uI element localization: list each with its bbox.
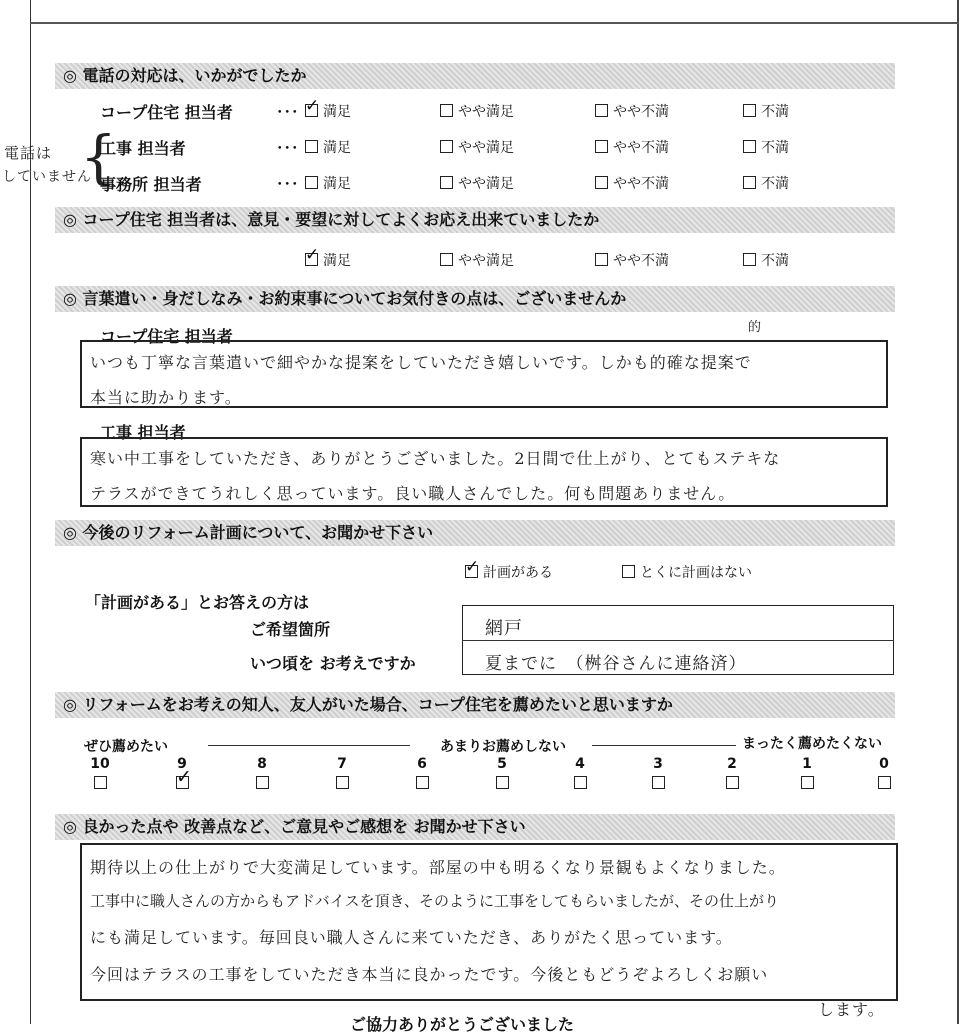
q5-checkbox-8[interactable] (256, 776, 269, 789)
checkbox-icon[interactable] (440, 140, 453, 153)
q5-checkbox-2[interactable] (726, 776, 739, 789)
q4-when-label: いつ頃を お考えですか (250, 654, 416, 673)
q1-row-koji-label: 工事 担当者 (100, 139, 186, 158)
checkbox-icon[interactable] (595, 104, 608, 117)
checkbox-icon[interactable] (305, 140, 318, 153)
q3-coop-line-1: いつも丁寧な言葉遣いで細やかな提案をしていただき嬉しいです。しかも的確な提案で (90, 353, 752, 372)
checkbox-icon[interactable] (743, 140, 756, 153)
q5-scale-num: 6 (417, 756, 427, 772)
q1-side-note-2: していません (2, 169, 92, 185)
checkbox-icon[interactable] (595, 140, 608, 153)
q6-line-5: します。 (818, 1000, 885, 1019)
q1-coop-opt-4[interactable]: 不満 (743, 101, 789, 121)
q4-if-yes-label: 「計画がある」とお答えの方は (85, 593, 310, 612)
q1-row-office-label: 事務所 担当者 (100, 175, 202, 194)
q1-office-opt-4[interactable]: 不満 (743, 173, 789, 193)
q1-office-opt-1[interactable]: 満足 (305, 173, 351, 193)
q4-heading: ◎ 今後のリフォーム計画について、お聞かせ下さい (55, 520, 895, 546)
q3-coop-note-small: 的 (748, 320, 763, 335)
q1-heading: ◎ 電話の対応は、いかがでしたか (55, 63, 895, 89)
q6-heading: ◎ 良かった点や 改善点など、ご意見やご感想を お聞かせ下さい (55, 814, 895, 840)
checkbox-checked-icon[interactable] (465, 565, 478, 578)
q1-coop-opt-1[interactable]: ✓ 満足 (305, 101, 351, 121)
q5-scale-num: 2 (727, 756, 737, 772)
q4-when-value: 夏までに （桝谷さんに連絡済） (485, 654, 747, 674)
q5-scale-num: 10 (90, 756, 110, 772)
q5-scale-num: 7 (337, 756, 347, 772)
q5-checkbox-9-checked[interactable] (176, 776, 189, 789)
q1-side-note-1: 電話は (4, 144, 53, 162)
q5-checkbox-4[interactable] (574, 776, 587, 789)
checkbox-checked-icon[interactable] (305, 104, 318, 117)
q5-checkbox-0[interactable] (878, 776, 891, 789)
q3-koji-label: 工事 担当者 (100, 423, 186, 442)
q3-heading: ◎ 言葉遣い・身だしなみ・お約束事についてお気付きの点は、ございませんか (55, 286, 895, 312)
q5-scale-num: 8 (257, 756, 267, 772)
q4-place-value: 網戸 (485, 618, 523, 639)
q1-row-coop-prefix: ･･･ (276, 103, 299, 121)
q5-checkbox-5[interactable] (496, 776, 509, 789)
q5-right-label: まったく薦めたくない (742, 736, 882, 752)
page-top-line (30, 22, 959, 24)
q5-heading: ◎ リフォームをお考えの知人、友人がいた場合、コープ住宅を薦めたいと思いますか (55, 692, 895, 718)
brace-icon: { (80, 123, 117, 191)
q1-row-office-prefix: ･･･ (276, 175, 299, 193)
q2-opt-3[interactable]: やや不満 (595, 250, 669, 270)
q4-opt-no[interactable]: とくに計画はない (622, 562, 752, 582)
q5-scale-num: 4 (575, 756, 585, 772)
q2-heading: ◎ コープ住宅 担当者は、意見・要望に対してよくお応え出来ていましたか (55, 207, 895, 233)
q1-coop-opt-3[interactable]: やや不満 (595, 101, 669, 121)
checkbox-icon[interactable] (305, 176, 318, 189)
checkbox-icon[interactable] (440, 176, 453, 189)
q6-line-2: 工事中に職人さんの方からもアドバイスを頂き、そのように工事をしてもらいましたが、その仕上がり (90, 892, 779, 910)
q4-place-label: ご希望箇所 (250, 620, 331, 639)
checkbox-icon[interactable] (743, 176, 756, 189)
q3-koji-line-1: 寒い中工事をしていただき、ありがとうございました。2日間で仕上がり、とてもステキな (90, 449, 781, 468)
q1-row-coop-label: コープ住宅 担当者 (100, 103, 233, 122)
q5-checkbox-10[interactable] (94, 776, 107, 789)
q6-line-3: にも満足しています。毎回良い職人さんに来ていただき、ありがたく思っています。 (90, 928, 733, 947)
q4-answer-divider (462, 640, 894, 641)
q3-coop-label: コープ住宅 担当者 (100, 327, 233, 346)
q1-koji-opt-2[interactable]: やや満足 (440, 137, 514, 157)
footer-thanks: ご協力ありがとうございました (350, 1015, 575, 1034)
checkbox-icon[interactable] (440, 104, 453, 117)
checkbox-icon[interactable] (622, 565, 635, 578)
q5-mid-label: あまりお薦めしない (440, 739, 566, 755)
checkbox-icon[interactable] (595, 253, 608, 266)
q2-opt-1[interactable]: ✓満足 (305, 250, 351, 270)
q5-scale-num: 9 (177, 756, 187, 772)
q2-opt-2[interactable]: やや満足 (440, 250, 514, 270)
q1-koji-opt-3[interactable]: やや不満 (595, 137, 669, 157)
page-right-border (957, 0, 959, 1024)
q1-office-opt-3[interactable]: やや不満 (595, 173, 669, 193)
q5-scale-line-left (208, 745, 410, 746)
q1-coop-opt-2[interactable]: やや満足 (440, 101, 514, 121)
checkbox-icon[interactable] (743, 253, 756, 266)
q5-checkbox-6[interactable] (416, 776, 429, 789)
q5-scale-num: 3 (653, 756, 663, 772)
q1-koji-opt-1[interactable]: 満足 (305, 137, 351, 157)
q5-checkbox-1[interactable] (801, 776, 814, 789)
q6-line-1: 期待以上の仕上がりで大変満足しています。部屋の中も明るくなり景観もよくなりました。 (90, 858, 786, 877)
checkbox-icon[interactable] (595, 176, 608, 189)
checkbox-icon[interactable] (440, 253, 453, 266)
q5-scale-num: 0 (879, 756, 889, 772)
q3-koji-line-2: テラスができてうれしく思っています。良い職人さんでした。何も問題ありません。 (90, 484, 736, 503)
q5-scale-num: 5 (497, 756, 507, 772)
checkbox-checked-icon[interactable] (305, 253, 318, 266)
q5-left-label: ぜひ薦めたい (84, 739, 168, 755)
q5-checkbox-3[interactable] (652, 776, 665, 789)
q1-koji-opt-4[interactable]: 不満 (743, 137, 789, 157)
q4-opt-yes[interactable]: ✓計画がある (465, 562, 553, 582)
checkbox-icon[interactable] (743, 104, 756, 117)
q5-scale-num: 1 (802, 756, 812, 772)
q1-office-opt-2[interactable]: やや満足 (440, 173, 514, 193)
q3-coop-line-2: 本当に助かります。 (90, 388, 242, 407)
q6-line-4: 今回はテラスの工事をしていただき本当に良かったです。今後ともどうぞよろしくお願い (90, 965, 769, 984)
q5-scale-line-right (592, 745, 736, 746)
q5-checkbox-7[interactable] (336, 776, 349, 789)
q1-row-koji-prefix: ･･･ (276, 139, 299, 157)
q2-opt-4[interactable]: 不満 (743, 250, 789, 270)
